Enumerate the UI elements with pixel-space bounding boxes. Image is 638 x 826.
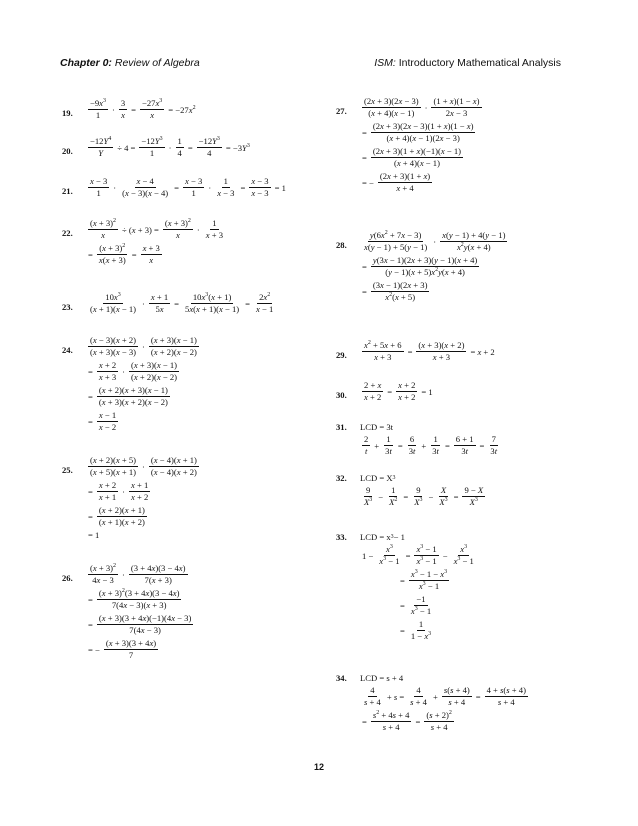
problem-number: 27. xyxy=(336,106,347,116)
problem-number: 28. xyxy=(336,240,347,250)
chapter-heading xyxy=(60,57,200,69)
problem-number: 19. xyxy=(62,108,73,118)
problem-number: 20. xyxy=(62,146,73,156)
lcd-text: LCD = 3t xyxy=(360,422,394,432)
problem-number: 23. xyxy=(62,302,73,312)
problem-number: 33. xyxy=(336,532,347,542)
problem-number: 30. xyxy=(336,390,347,400)
problem-number: 32. xyxy=(336,473,347,483)
lcd-text: LCD = s + 4 xyxy=(360,673,404,683)
book-label: ISM: xyxy=(374,57,396,69)
book-title: Introductory Mathematical Analysis xyxy=(398,57,561,69)
page-number: 12 xyxy=(313,762,324,772)
lcd-text: LCD = X xyxy=(360,473,393,483)
chapter-label: Chapter 0: xyxy=(60,57,112,69)
problem-number: 25. xyxy=(62,465,73,475)
lcd-text: LCD = x xyxy=(360,532,391,542)
problem-number: 21. xyxy=(62,186,73,196)
problem-number: 24. xyxy=(62,345,73,355)
problem-number: 26. xyxy=(62,573,73,583)
problem-number: 29. xyxy=(336,350,347,360)
problem-number: 34. xyxy=(336,673,347,683)
book-heading xyxy=(374,57,561,69)
chapter-title: Review of Algebra xyxy=(114,57,200,69)
problem-number: 31. xyxy=(336,422,347,432)
problem-number: 22. xyxy=(62,228,73,238)
lcd-text-tail: − 1 xyxy=(393,532,405,542)
